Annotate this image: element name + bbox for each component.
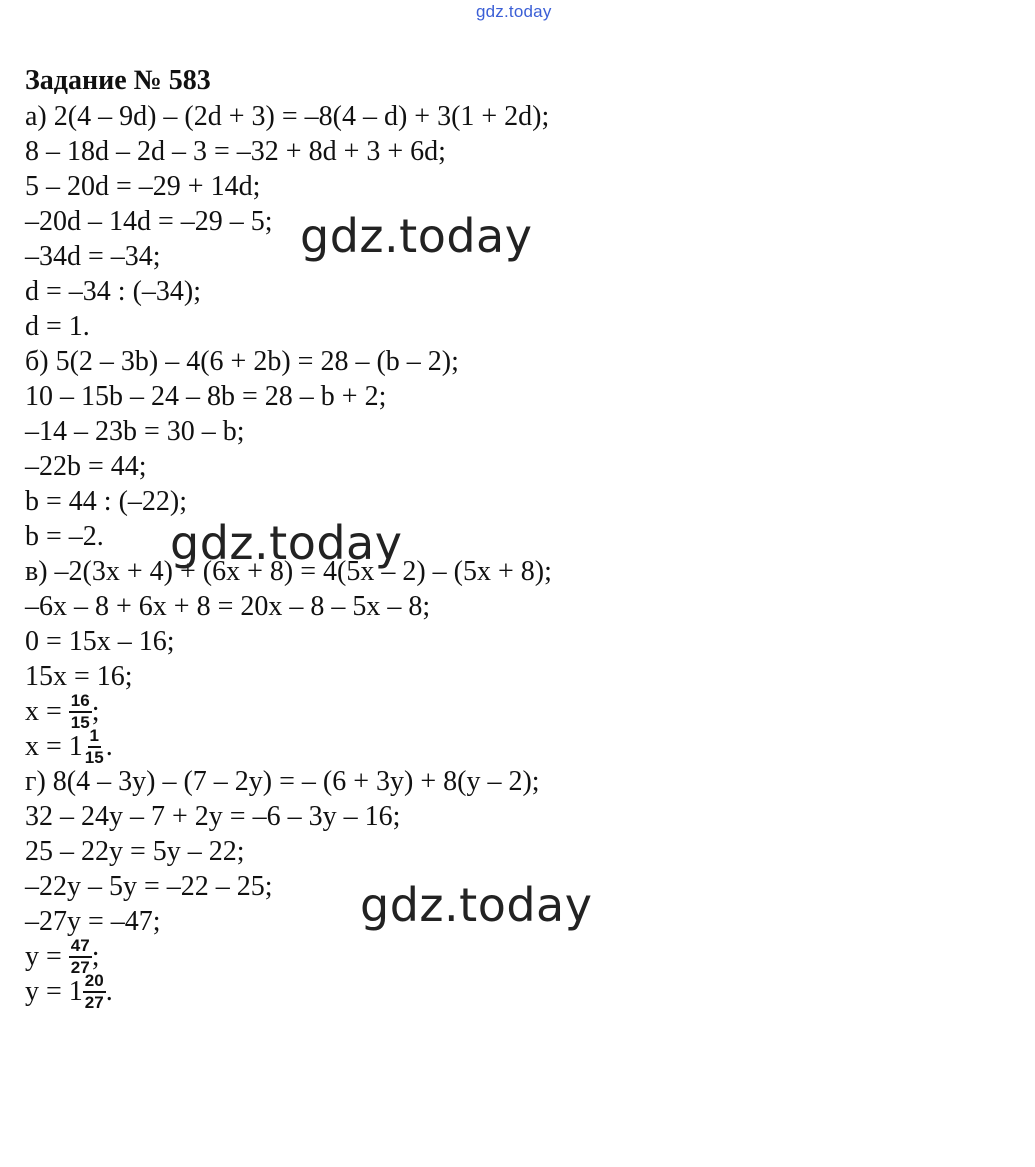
solution-line: 0 = 15x – 16; — [25, 626, 175, 657]
equation-suffix: ; — [91, 696, 100, 727]
fraction-denominator: 15 — [84, 747, 104, 767]
fraction-numerator: 1 — [88, 727, 101, 748]
equation-prefix: x = — [25, 731, 69, 762]
solution-line: 25 – 22y = 5y – 22; — [25, 836, 245, 867]
equation-prefix: y = — [25, 976, 69, 1007]
fraction — [69, 692, 92, 732]
fraction — [83, 727, 106, 767]
fraction-whole-part: 1 — [68, 976, 83, 1007]
solution-line: d = 1. — [25, 311, 90, 342]
fraction-denominator: 27 — [70, 957, 90, 977]
fraction-denominator: 15 — [70, 712, 90, 732]
solution-line: –27y = –47; — [25, 906, 161, 937]
solution-line: г) 8(4 – 3y) – (7 – 2y) = – (6 + 3y) + 8(y – 2); — [25, 766, 540, 797]
solution-line — [25, 690, 552, 732]
solution-line — [25, 725, 552, 767]
solution-line: 32 – 24y – 7 + 2y = –6 – 3y – 16; — [25, 801, 401, 832]
solution-line: –22b = 44; — [25, 451, 147, 482]
fraction-numerator: 47 — [69, 937, 92, 958]
solution-line: в) –2(3x + 4) + (6x + 8) = 4(5x – 2) – (5x + 8); — [25, 556, 552, 587]
watermark: gdz.today — [170, 516, 403, 570]
solution-line: –22y – 5y = –22 – 25; — [25, 871, 273, 902]
solution-line: б) 5(2 – 3b) – 4(6 + 2b) = 28 – (b – 2); — [25, 346, 459, 377]
watermark: gdz.today — [360, 878, 593, 932]
fraction-numerator: 20 — [83, 972, 106, 993]
task-title: Задание № 583 — [25, 65, 211, 96]
solution-line — [25, 970, 552, 1012]
fraction-denominator: 27 — [84, 992, 104, 1012]
solution-line: –20d – 14d = –29 – 5; — [25, 206, 273, 237]
equation-prefix: x = — [25, 696, 69, 727]
solution-line: –34d = –34; — [25, 241, 161, 272]
solution-line: –14 – 23b = 30 – b; — [25, 416, 245, 447]
solution-line: d = –34 : (–34); — [25, 276, 201, 307]
fraction — [83, 972, 106, 1012]
equation-suffix: . — [105, 731, 113, 762]
solution-line: 8 – 18d – 2d – 3 = –32 + 8d + 3 + 6d; — [25, 136, 446, 167]
solution-line: –6x – 8 + 6x + 8 = 20x – 8 – 5x – 8; — [25, 591, 431, 622]
site-watermark-top: gdz.today — [476, 2, 552, 21]
solution-line — [25, 935, 552, 977]
equation-suffix: . — [105, 976, 113, 1007]
solution-line: b = 44 : (–22); — [25, 486, 187, 517]
solution-line: 15x = 16; — [25, 661, 133, 692]
solution-line: 5 – 20d = –29 + 14d; — [25, 171, 261, 202]
solution-line: 10 – 15b – 24 – 8b = 28 – b + 2; — [25, 381, 387, 412]
watermark: gdz.today — [300, 209, 533, 263]
fraction-whole-part: 1 — [68, 731, 83, 762]
fraction-numerator: 16 — [69, 692, 92, 713]
solution-line: b = –2. — [25, 521, 104, 552]
solution-line: а) 2(4 – 9d) – (2d + 3) = –8(4 – d) + 3(1 + 2d); — [25, 101, 550, 132]
equation-suffix: ; — [91, 941, 100, 972]
equation-prefix: y = — [25, 941, 69, 972]
